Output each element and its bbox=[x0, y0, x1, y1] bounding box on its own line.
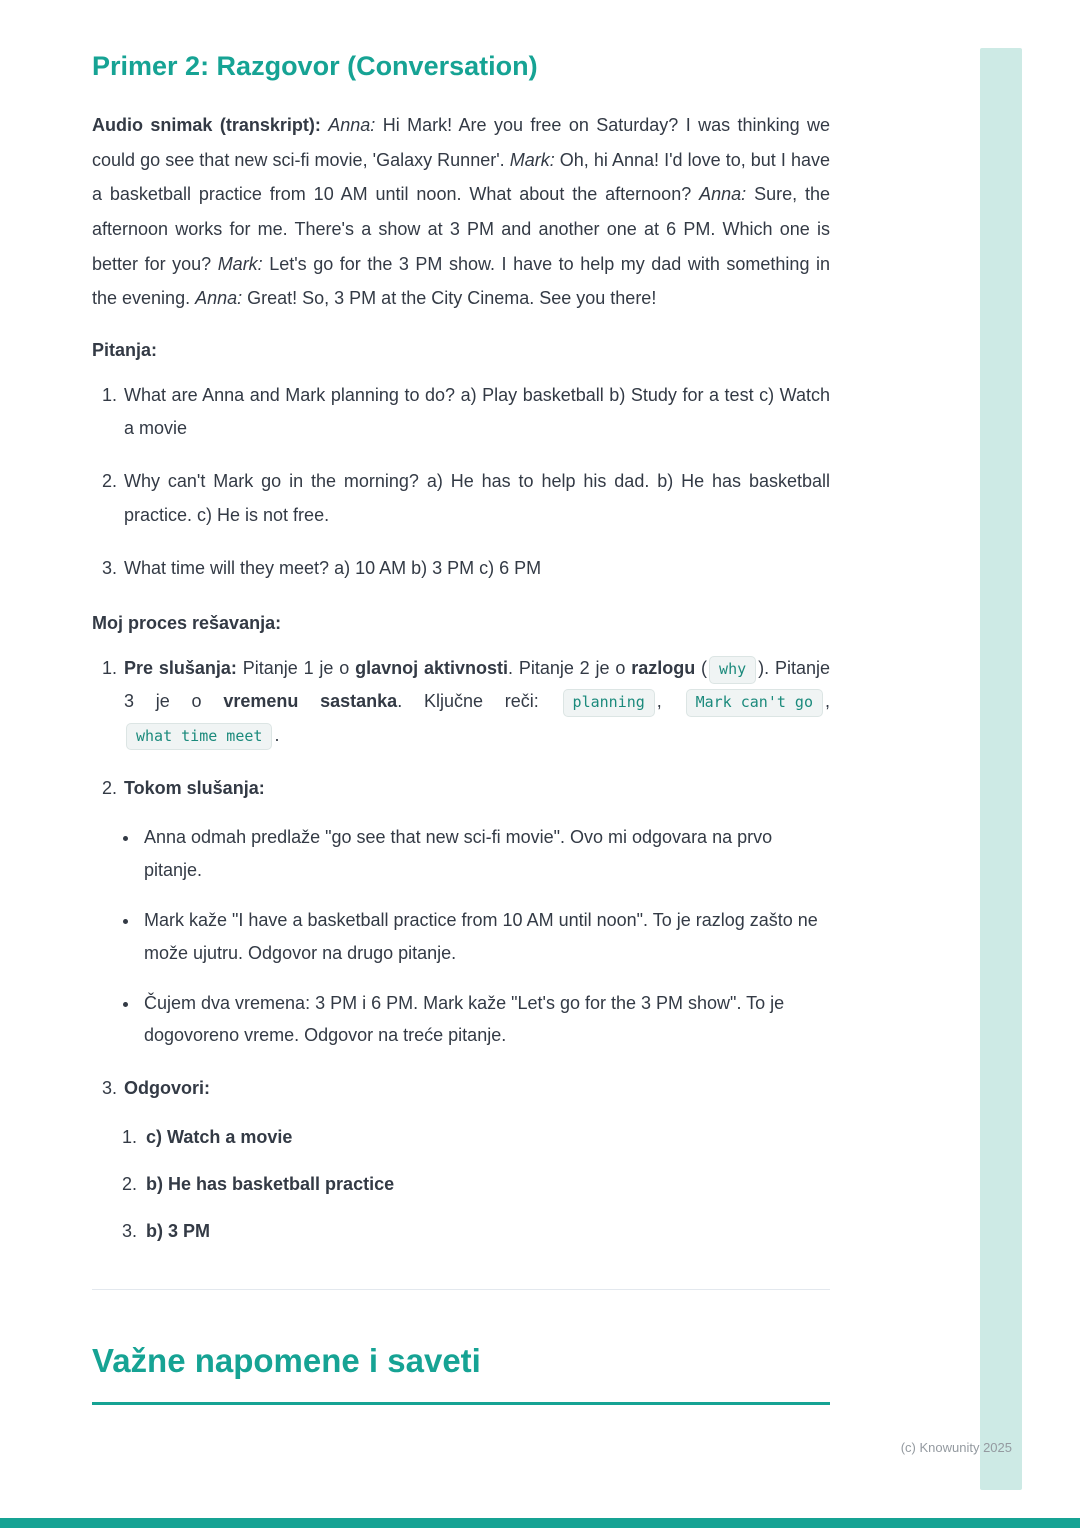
copyright-credit: (c) Knowunity 2025 bbox=[900, 1440, 1012, 1455]
answers-list bbox=[124, 1123, 830, 1245]
question-text: What are Anna and Mark planning to do? a) Play basketball b) Study for a test c) Watch a movie bbox=[124, 384, 830, 438]
side-scrollbar[interactable] bbox=[980, 48, 1022, 1490]
question-text: Why can't Mark go in the morning? a) He has to help his dad. b) He has basketball practice. c) He is not free. bbox=[124, 471, 830, 525]
list-item bbox=[122, 552, 830, 585]
questions-heading: Pitanja: bbox=[92, 339, 158, 360]
bullet-text: Anna odmah predlaže "go see that new sci-fi movie". Ovo mi odgovara na prvo pitanje. bbox=[144, 827, 773, 880]
answers-label: Odgovori: bbox=[124, 1077, 210, 1098]
process-heading: Moj proces rešavanja: bbox=[92, 613, 282, 634]
section-divider bbox=[92, 1289, 830, 1290]
answer-text: b) He has basketball practice bbox=[146, 1173, 395, 1194]
questions-list bbox=[92, 379, 830, 585]
process-step-label: Tokom slušanja: bbox=[124, 778, 265, 799]
during-listening-bullets bbox=[124, 821, 830, 1051]
list-item bbox=[142, 1217, 830, 1246]
list-item bbox=[140, 904, 830, 969]
bullet-text: Čujem dva vremena: 3 PM i 6 PM. Mark kaže "Let's go for the 3 PM show". To je dogovoreno vreme. Odgovor na treće pitanje. bbox=[144, 992, 785, 1046]
list-item bbox=[122, 465, 830, 532]
section-title: Primer 2: Razgovor (Conversation) bbox=[92, 51, 538, 81]
transcript-paragraph: Audio snimak (transkript): Anna: Hi Mark! Are you free on Saturday? I was thinking we could go see that new sci-fi movie, 'Galaxy Runner'. Mark: Oh, hi Anna! I'd love to, but I have a basketball practice from 10 AM until noon. What about the afternoon? Anna: Sure, the afternoon works for me. There's a show at 3 PM and another one at 6 PM. Which one is better for you? Mark: Let's go for the 3 PM show. I have to help my dad with something in the evening. Anna: Great! So, 3 PM at the City Cinema. See you there! bbox=[92, 115, 831, 309]
list-item bbox=[140, 987, 830, 1052]
bottom-accent-bar bbox=[0, 1518, 1080, 1528]
notes-section-title: Važne napomene i saveti bbox=[92, 1342, 830, 1405]
list-item bbox=[142, 1123, 830, 1152]
bullet-text: Mark kaže "I have a basketball practice from 10 AM until noon". To je razlog zašto ne može ujutru. Odgovor na drugo pitanje. bbox=[144, 910, 818, 963]
answer-text: c) Watch a movie bbox=[146, 1126, 293, 1147]
process-step-text: Pre slušanja: Pitanje 1 je o glavnoj aktivnosti. Pitanje 2 je o razlogu ( why ). Pitanje 3 je o vremenu sastanka. Ključne reči: planning , Mark can't go , what time meet . bbox=[124, 658, 830, 745]
list-item bbox=[122, 772, 830, 1052]
process-list bbox=[92, 652, 830, 1245]
question-text: What time will they meet? a) 10 AM b) 3 PM c) 6 PM bbox=[124, 557, 542, 578]
list-item bbox=[140, 821, 830, 886]
list-item bbox=[122, 652, 830, 752]
list-item bbox=[122, 379, 830, 446]
answer-text: b) 3 PM bbox=[146, 1220, 211, 1241]
list-item bbox=[142, 1170, 830, 1199]
list-item bbox=[122, 1072, 830, 1246]
